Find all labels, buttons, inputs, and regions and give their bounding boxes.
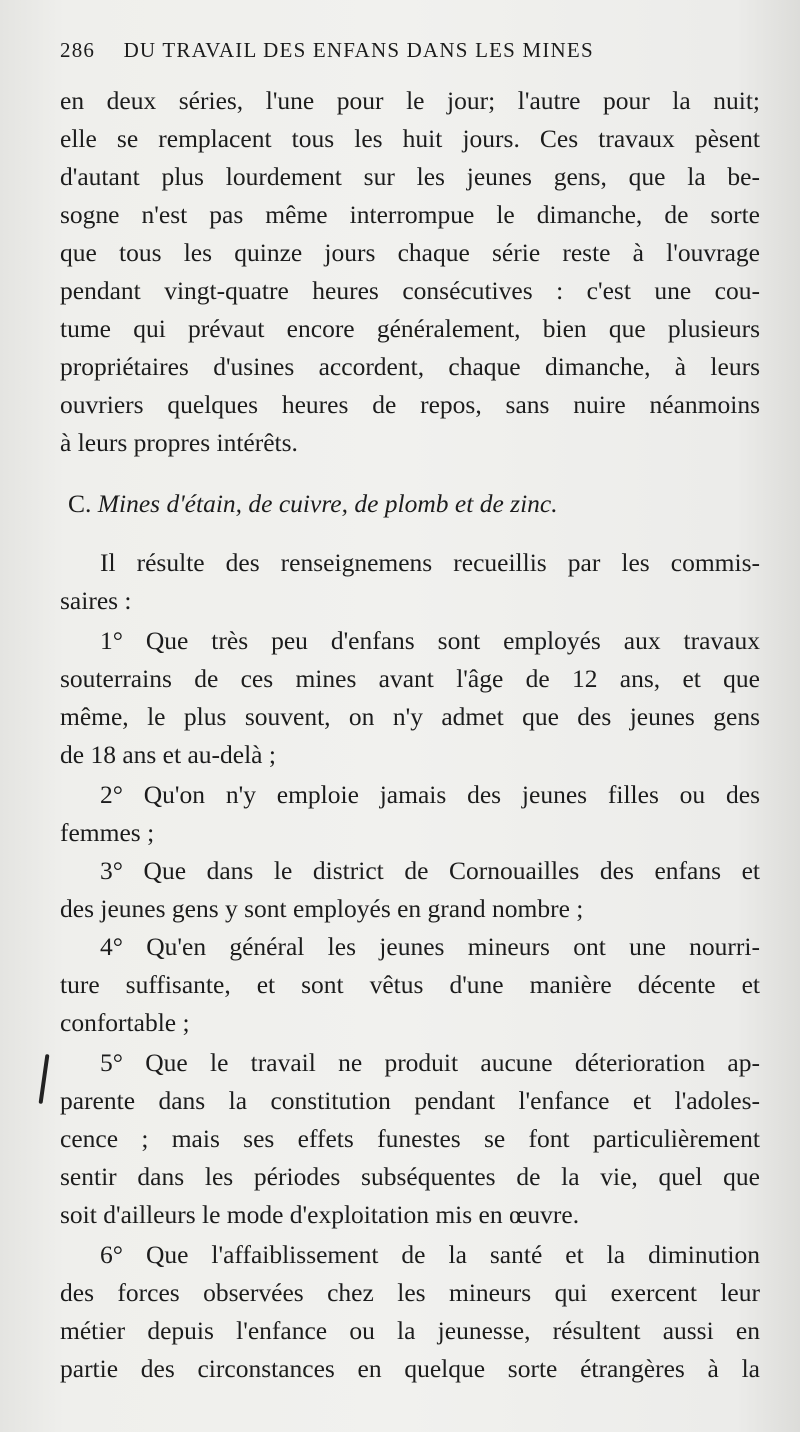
running-header [60,38,700,63]
text-line: même, le plus souvent, on n'y admet que des jeunes gens [60,702,760,731]
text-line: ouvriers quelques heures de repos, sans nuire néanmoins [60,390,760,419]
text-line: souterrains de ces mines avant l'âge de 12 ans, et que [60,664,760,693]
text-line: des jeunes gens y sont employés en grand nombre ; [60,894,584,923]
section-title: Mines d'étain, de cuivre, de plomb et de zinc. [97,489,558,518]
section-label: C. [68,489,92,518]
text-line: des forces observées chez les mineurs qui exercent leur [60,1278,760,1307]
text-line: en deux séries, l'une pour le jour; l'autre pour la nuit; [60,86,760,115]
text-line: cence ; mais ses effets funestes se font particulièrement [60,1124,760,1153]
text-line: d'autant plus lourdement sur les jeunes gens, que la be- [60,162,760,191]
text-line: 5° Que le travail ne produit aucune déterioration ap- [100,1048,760,1077]
text-line: femmes ; [60,818,155,847]
text-line: 2° Qu'on n'y emploie jamais des jeunes filles ou des [100,780,760,809]
running-title: DU TRAVAIL DES ENFANS DANS LES MINES [123,38,594,62]
text-line: tume qui prévaut encore généralement, bien que plusieurs [60,314,760,343]
text-line: métier depuis l'enfance ou la jeunesse, résultent aussi en [60,1316,760,1345]
text-line: soit d'ailleurs le mode d'exploitation mis en œuvre. [60,1200,580,1229]
text-line: 6° Que l'affaiblissement de la santé et la diminution [100,1240,760,1269]
text-line: sogne n'est pas même interrompue le dimanche, de sorte [60,200,760,229]
text-line: à leurs propres intérêts. [60,428,298,457]
text-line: sentir dans les périodes subséquentes de la vie, quel que [60,1162,760,1191]
text-line: elle se remplacent tous les huit jours. Ces travaux pèsent [60,124,760,153]
text-line: partie des circonstances en quelque sorte étrangères à la [60,1354,760,1383]
text-line: confortable ; [60,1008,190,1037]
text-line: 3° Que dans le district de Cornouailles des enfans et [100,856,760,885]
text-line: ture suffisante, et sont vêtus d'une manière décente et [60,970,760,999]
text-line: propriétaires d'usines accordent, chaque dimanche, à leurs [60,352,760,381]
text-line: parente dans la constitution pendant l'enfance et l'adoles- [60,1086,760,1115]
text-line: pendant vingt-quatre heures consécutives : c'est une cou- [60,276,760,305]
text-line: 4° Qu'en général les jeunes mineurs ont une nourri- [100,932,760,961]
text-line: saires : [60,586,132,615]
text-line: que tous les quinze jours chaque série reste à l'ouvrage [60,238,760,267]
page-number: 286 [60,38,96,62]
text-line: Il résulte des renseignemens recueillis par les commis- [100,548,760,577]
section-heading [68,484,558,524]
pencil-margin-mark [39,1054,50,1104]
text-line: 1° Que très peu d'enfans sont employés aux travaux [100,626,760,655]
text-line: de 18 ans et au-delà ; [60,740,276,769]
